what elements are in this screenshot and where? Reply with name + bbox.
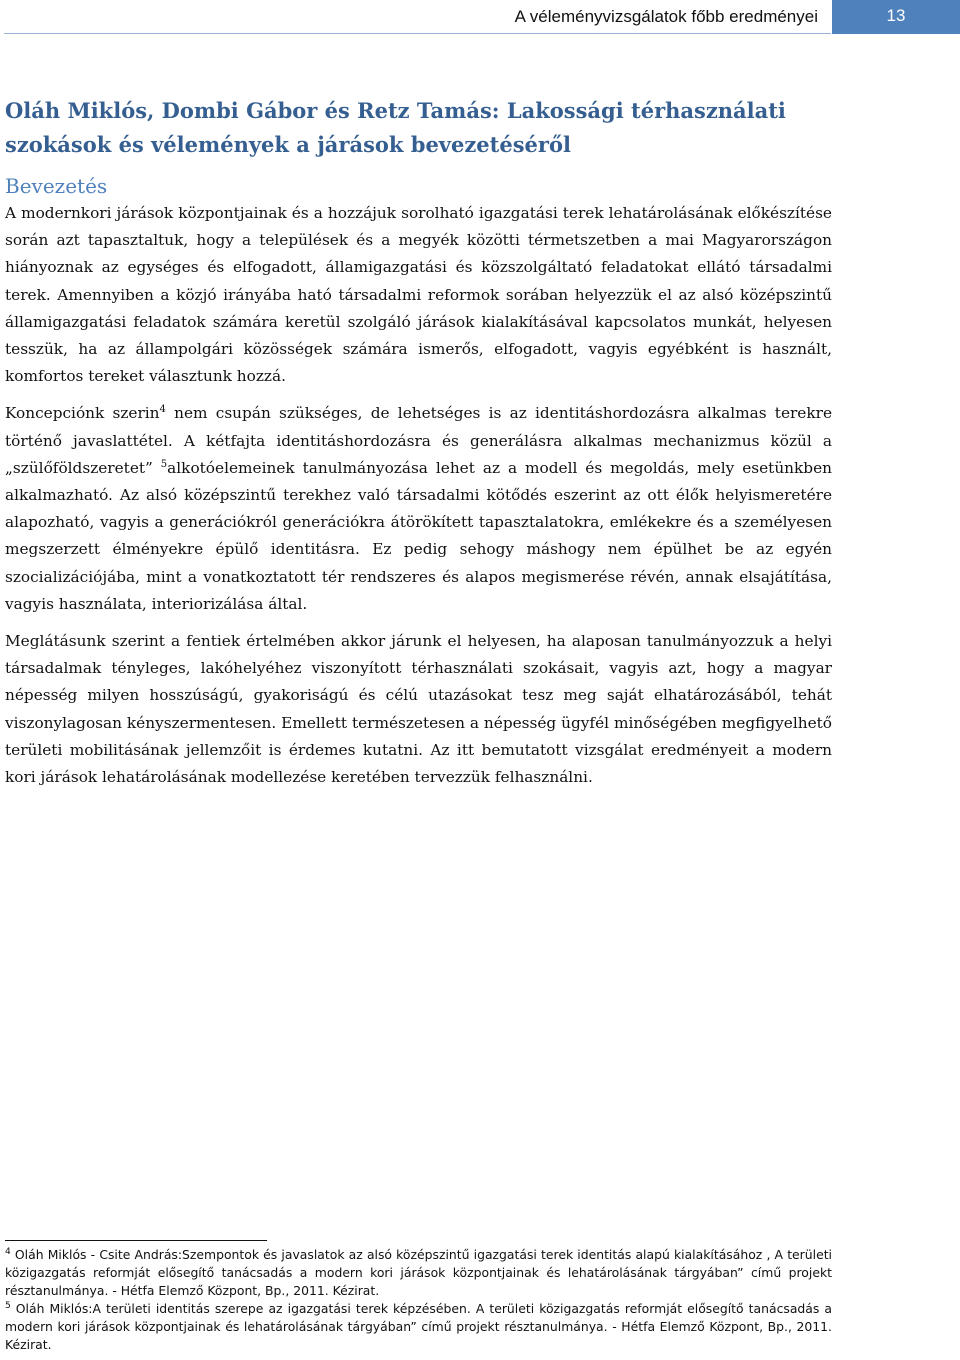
footnote-separator [5, 1240, 267, 1241]
footnote-ref-5[interactable]: 5 [160, 458, 168, 470]
paragraph-concept [5, 400, 832, 618]
page-number-badge: 13 [832, 0, 960, 34]
paragraph-intro: A modernkori járások központjainak és a hozzájuk sorolható igazgatási terek lehatárolásának előkészítése során azt tapasztaltuk, hogy a települések és a megyék közötti térmetszetben a mai Magyarországon hiányoznak az egységes és elfogadott, államigazgatási és közszolgáltató feladatokat ellátó társadalmi terek. Amennyiben a közjó irányába ható társadalmi reformok sorában helyezzük el az alsó középszintű államigazgatási feladatok számára keretül szolgáló járások kialakításával kapcsolatos munkát, helyesen tesszük, ha az állampolgári közösségek számára ismerős, elfogadott, vagyis egyébként is használt, komfortos tereket választunk hozzá. [5, 204, 832, 386]
section-heading: Bevezetés [5, 174, 108, 198]
paragraph-text: alkotóelemeinek tanulmányozása lehet az a modell és megoldás, mely esetünkben alkalmazható. Az alsó középszintű terekhez való társadalmi kötődés eszerint az ott élők helyismeretére alapozható, vagyis a generációkról generációkra átörökített tapasztalatokra, emlékekre és a személyesen megszerzett élményekre épülő identitásra. Ez pedig sehogy máshogy nem épülhet be az egyén szocializációjába, mint a vonatkoztatott tér rendszeres és alapos megismerése révén, annak elsajátítása, vagyis használata, interiorizálása által. [5, 458, 832, 613]
footnote-5 [5, 1300, 832, 1354]
footnotes [5, 1246, 832, 1354]
paragraph-conclusion: Meglátásunk szerint a fentiek értelmében akkor járunk el helyesen, ha alaposan tanulmányozzuk a helyi társadalmak tényleges, lakóhelyéhez viszonyított térhasználati szokásait, vagyis azt, hogy a magyar népesség milyen hosszúságú, gyakoriságú és célú utazásokat tesz meg saját elhatározásából, tehát viszonylagosan kényszermentesen. Emellett természetesen a népesség ügyfél minőségében megfigyelhető területi mobilitásának jellemzőit is érdemes kutatni. Az itt bemutatott vizsgálat eredményeit a modern kori járások lehatárolásának modellezése keretében tervezzük felhasználni. [5, 632, 832, 787]
article-title: Oláh Miklós, Dombi Gábor és Retz Tamás: Lakossági térhasználati szokások és vélemények a járások bevezetéséről [5, 98, 786, 157]
header-divider [4, 33, 831, 34]
footnote-mark-4: 4 [5, 1247, 11, 1257]
footnote-text: Oláh Miklós:A területi identitás szerepe az igazgatási terek képzésében. A területi közigazgatás reformját elősegítő tanácsadás a modern kori járások központjainak és lehatárolásának tárgyában” című projekt résztanulmánya. - Hétfa Elemző Központ, Bp., 2011. Kézirat. [5, 1301, 832, 1352]
footnote-mark-5: 5 [5, 1301, 11, 1311]
footnote-4 [5, 1246, 832, 1300]
footnote-text: Oláh Miklós - Csite András:Szempontok és javaslatok az alsó középszintű igazgatási terek identitás alapú kialakításához , A területi közigazgatás reformját elősegítő tanácsadás a modern kori járások központjainak és lehatárolásának tárgyában” című projekt résztanulmánya. - Hétfa Elemző Központ, Bp., 2011. Kézirat. [5, 1247, 832, 1298]
running-header-title: A véleményvizsgálatok főbb eredményei [514, 7, 818, 26]
page-header [0, 0, 960, 34]
footnote-ref-4[interactable]: 4 [159, 404, 166, 416]
paragraph-text: Koncepciónk szerin [5, 404, 160, 423]
article-body [5, 94, 832, 791]
paragraph-text: nem csupán szükséges, de lehetséges is az identitáshordozásra alkalmas terekre történő javaslattétel. A kétfajta identitáshordozásra és generálásra alkalmas mechanizmus közül a „szülőföldszeretet” [5, 404, 832, 477]
